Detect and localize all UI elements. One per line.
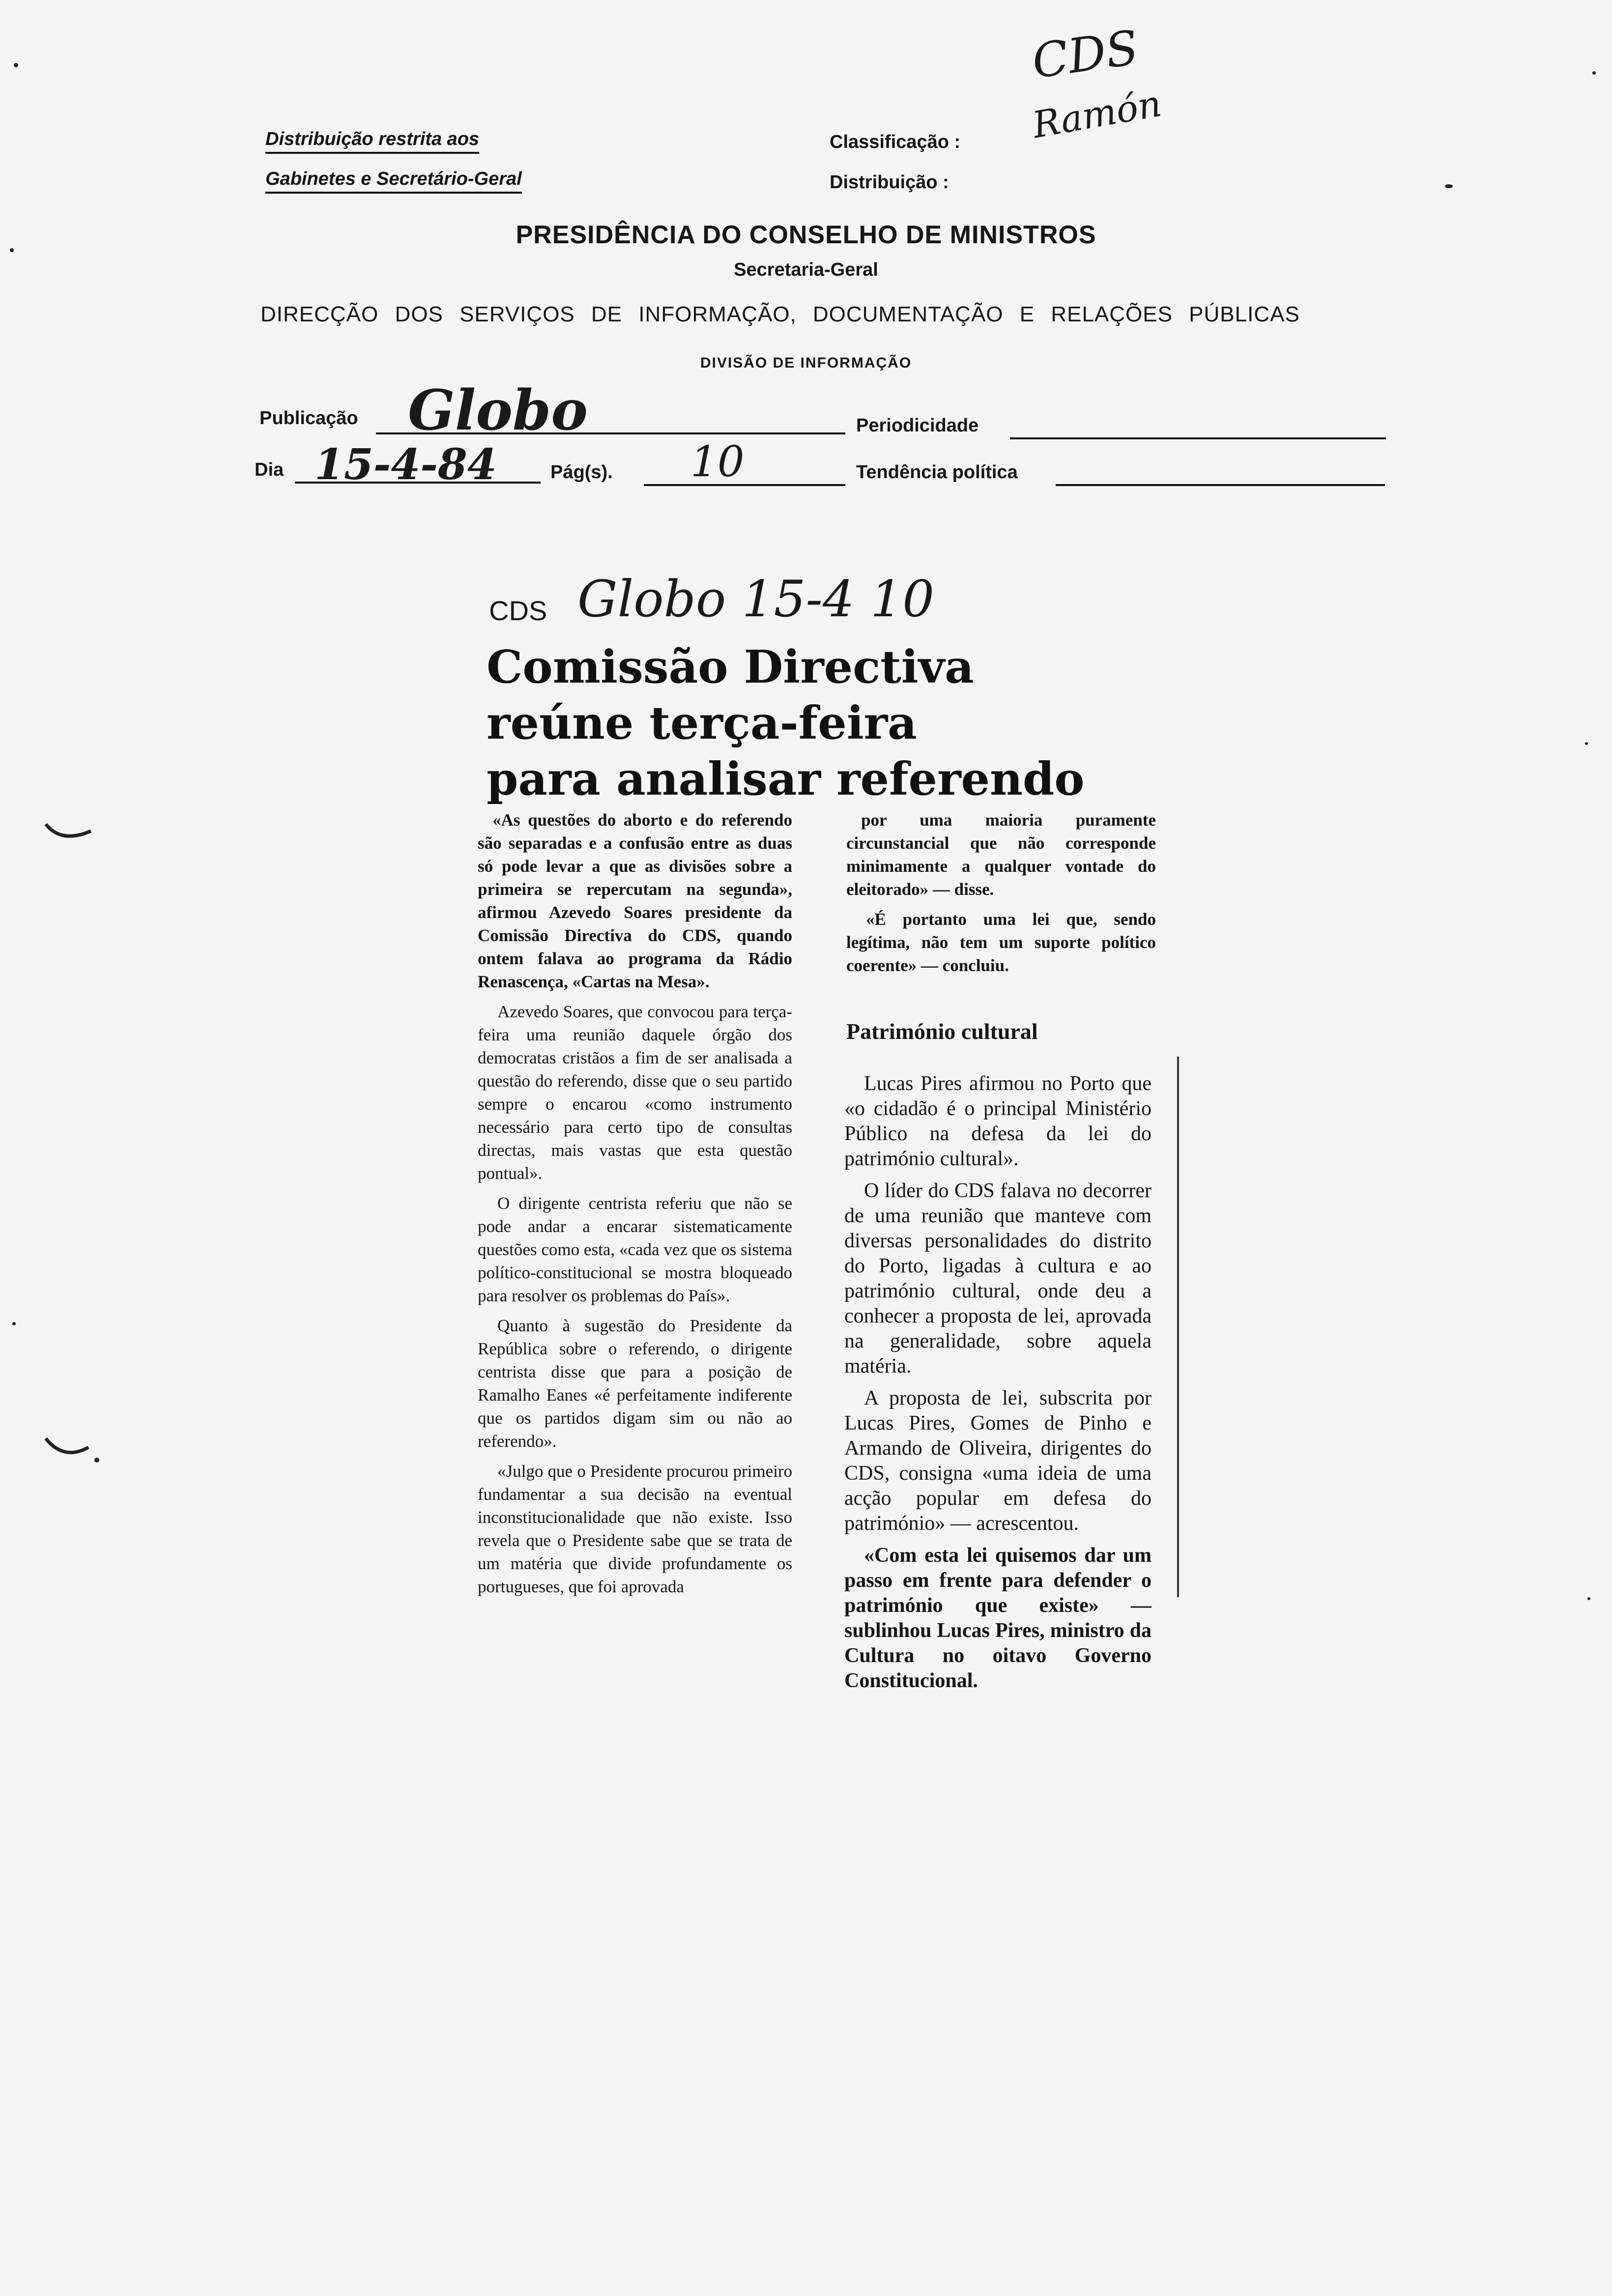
article-column-2-top	[846, 808, 1156, 990]
tendencia-label: Tendência política	[856, 462, 1018, 483]
pag-value: 10	[691, 437, 745, 487]
dia-value: 15-4-84	[315, 440, 497, 489]
paragraph: «Com esta lei quisemos dar um passo em frente para defender o património que existe» — sublinhou Lucas Pires, ministro da Cultura no oitavo Governo Constitucional.	[844, 1544, 1151, 1692]
handwritten-annotation-top: CDS	[1029, 20, 1142, 89]
direccao-title: DIRECÇÃO DOS SERVIÇOS DE INFORMAÇÃO, DOCUMENTAÇÃO E RELAÇÕES PÚBLICAS	[260, 302, 1300, 326]
pag-underline	[644, 484, 845, 486]
paragraph: Azevedo Soares, que convocou para terça-feira uma reunião daquele órgão dos democratas cristãos a fim de ser analisada a questão do referendo, disse que o seu partido sempre o encarou «como instrumento necessário para certo tipo de consultas directas, mais vastas que esta questão pontual».	[478, 1002, 792, 1183]
org-title: PRESIDÊNCIA DO CONSELHO DE MINISTROS	[516, 221, 1096, 249]
publicacao-label: Publicação	[259, 408, 358, 429]
article-column-1	[478, 808, 792, 1836]
handwritten-reference: Globo 15-4 10	[577, 570, 935, 629]
scan-speck	[12, 1322, 16, 1325]
classificacao-label: Classificação :	[830, 132, 961, 152]
paragraph: O dirigente centrista referiu que não se pode andar a encarar sistematicamente questões como esta, «cada vez que os sistema político-constitucional se mostra bloqueado para resolver os problemas do País».	[478, 1194, 792, 1305]
headline-line-3: para analisar referendo	[487, 752, 1085, 805]
pag-label: Pág(s).	[550, 462, 613, 483]
divisao-title: DIVISÃO DE INFORMAÇÃO	[700, 355, 912, 371]
scan-speck	[1585, 742, 1588, 745]
publicacao-value: Globo	[408, 378, 588, 443]
tendencia-underline	[1056, 484, 1385, 486]
periodicidade-label: Periodicidade	[856, 415, 979, 436]
punch-mark	[42, 1433, 101, 1472]
scan-speck	[1592, 71, 1596, 75]
scan-speck	[14, 63, 18, 67]
article-tag: CDS	[489, 595, 547, 626]
secretaria-geral: Secretaria-Geral	[734, 259, 878, 280]
handwritten-annotation-top-2: Ramón	[1029, 82, 1165, 147]
restricted-distribution-line-2: Gabinetes e Secretário-Geral	[265, 169, 522, 194]
restricted-distribution-line-1: Distribuição restrita aos	[265, 129, 479, 154]
paragraph: «As questões do aborto e do referendo são separadas e a confusão entre as duas só pode levar a que as divisões sobre a primeira se repercutam na segunda», afirmou Azevedo Soares presidente da Comissão Directiva do CDS, quando ontem falava ao programa da Rádio Renascença, «Cartas na Mesa».	[478, 810, 792, 991]
scan-speck	[1445, 184, 1453, 188]
paragraph: Quanto à sugestão do Presidente da República sobre o referendo, o dirigente centrista disse que para a posição de Ramalho Eanes «é perfeitamente indiferente que os partidos digam sim ou não ao referendo».	[478, 1316, 792, 1451]
paragraph: O líder do CDS falava no decorrer de uma reunião que manteve com diversas personalidades do distrito do Porto, ligadas à cultura e ao património cultural, onde deu a conhecer a proposta de lei, aprovada na generalidade, sobre aquela matéria.	[844, 1179, 1151, 1378]
distribuicao-label: Distribuição :	[830, 172, 949, 193]
paragraph: A proposta de lei, subscrita por Lucas Pires, Gomes de Pinho e Armando de Oliveira, dirigentes do CDS, consigna «uma ideia de uma acção popular em defesa do património» — acrescentou.	[844, 1387, 1151, 1535]
periodicidade-underline	[1010, 437, 1386, 439]
paragraph: «Julgo que o Presidente procurou primeiro fundamentar a sua decisão na eventual inconstitucionalidade que não existe. Isso revela que o Presidente sabe que se trata de um matéria que divide profundamente os portugueses, que foi aprovada	[478, 1462, 792, 1596]
clipping-edge	[1177, 1057, 1179, 1597]
dia-label: Dia	[255, 459, 284, 480]
headline-line-1: Comissão Directiva	[487, 640, 974, 693]
paragraph: Lucas Pires afirmou no Porto que «o cidadão é o principal Ministério Público na defesa da lei do património cultural».	[844, 1072, 1151, 1170]
paragraph: «É portanto uma lei que, sendo legítima, não tem um suporte político coerente» — concluiu.	[846, 910, 1156, 975]
paragraph: por uma maioria puramente circunstancial que não corresponde minimamente a qualquer vontade do eleitorado» — disse.	[846, 810, 1156, 899]
punch-mark	[42, 818, 96, 853]
headline-line-2: reúne terça-feira	[487, 696, 917, 749]
scan-speck	[1587, 1597, 1590, 1600]
article-column-2-bottom	[844, 1071, 1151, 1858]
subhead-patrimonio: Património cultural	[846, 1019, 1038, 1044]
